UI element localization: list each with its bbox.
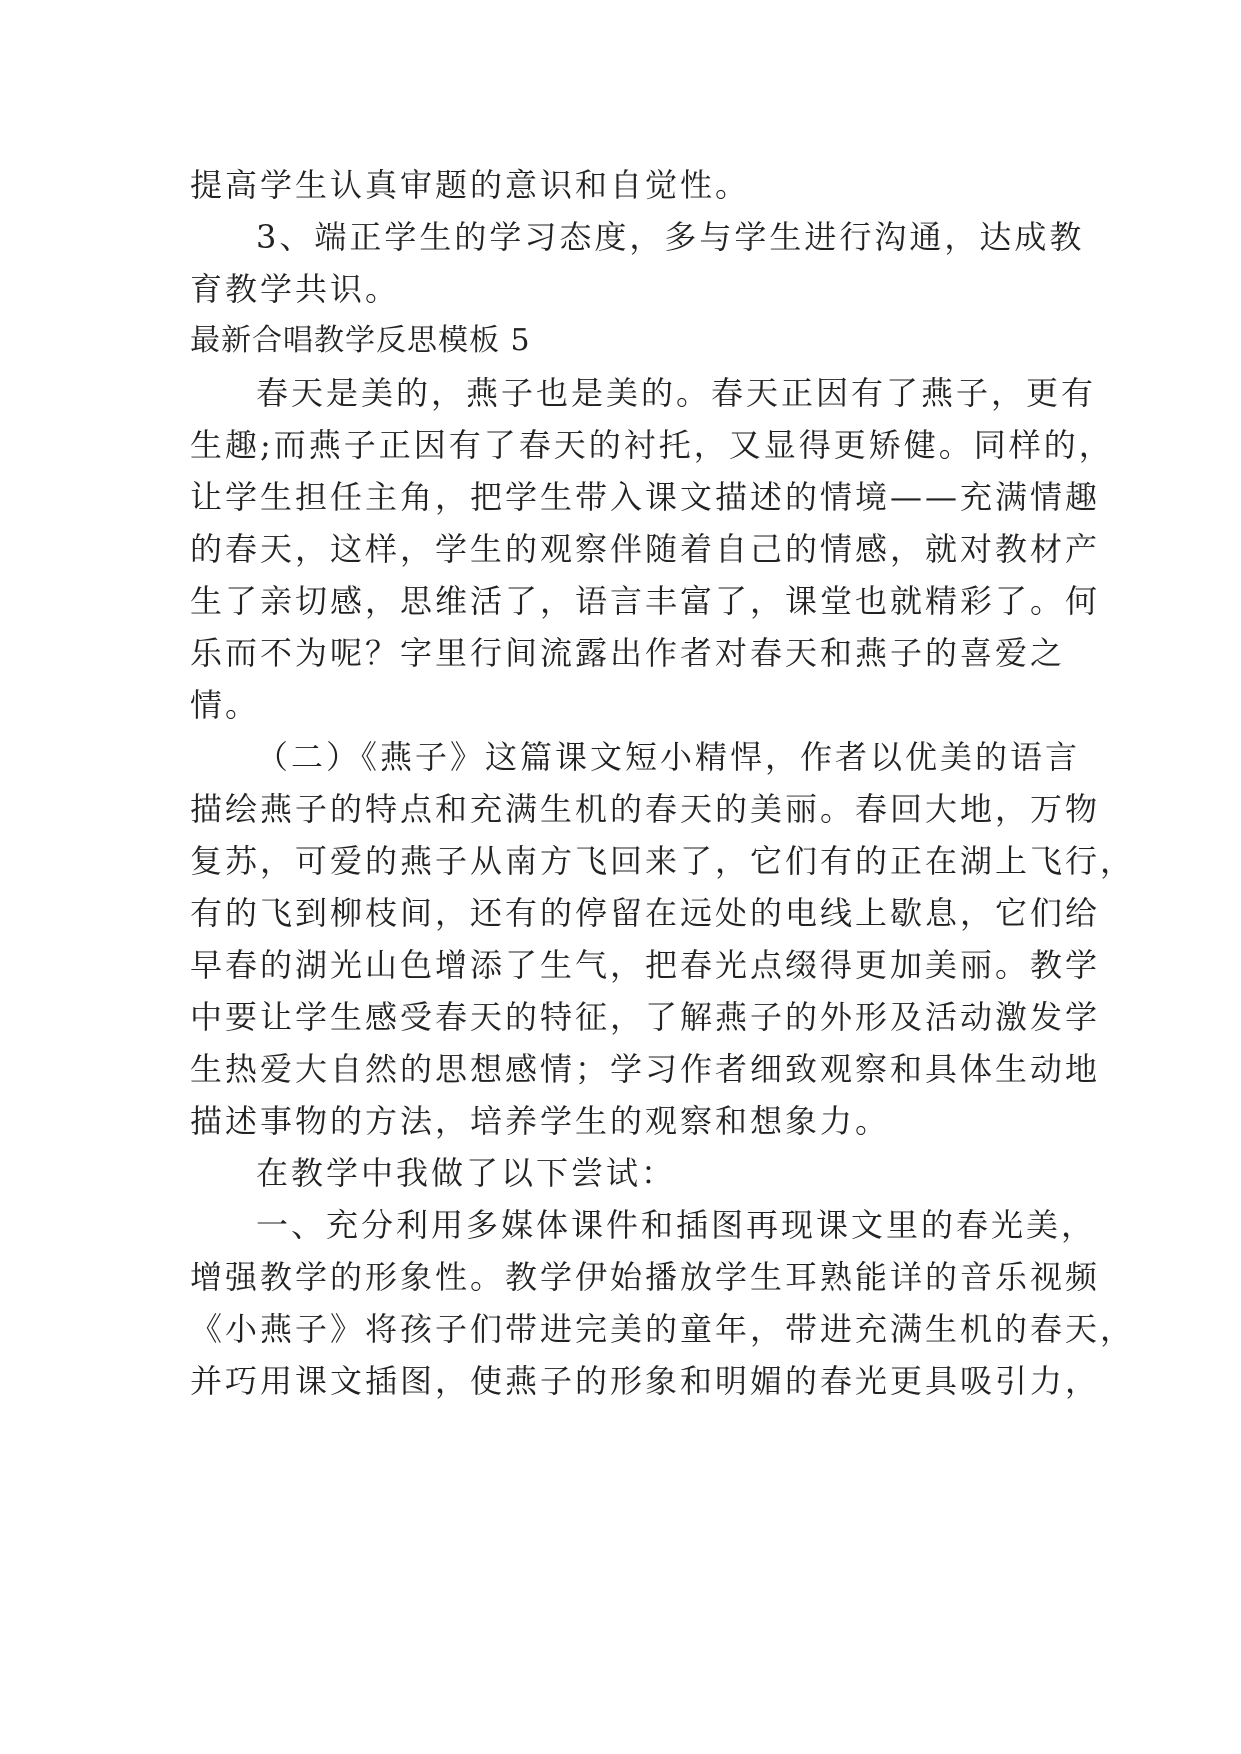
- text-line: 春天是美的，燕子也是美的。春天正因有了燕子，更有: [256, 374, 1097, 412]
- text-line: （二）《燕子》这篇课文短小精悍，作者以优美的语言: [256, 738, 1081, 776]
- document-body: [190, 159, 1136, 1407]
- text-line: 育教学共识。: [190, 270, 401, 308]
- text-line: 描述事物的方法，培养学生的观察和想象力。: [190, 1102, 891, 1140]
- text-line: 有的飞到柳枝间，还有的停留在远处的电线上歇息，它们给: [190, 894, 1101, 932]
- text-line: 复苏，可爱的燕子从南方飞回来了，它们有的正在湖上飞行，: [190, 842, 1136, 880]
- text-line: 一、充分利用多媒体课件和插图再现课文里的春光美，: [256, 1206, 1097, 1244]
- text-line: 让学生担任主角，把学生带入课文描述的情境——充满情趣: [190, 478, 1101, 516]
- text-line: 《小燕子》将孩子们带进完美的童年，带进充满生机的春天，: [190, 1310, 1136, 1348]
- text-line: 生趣;而燕子正因有了春天的衬托，又显得更矫健。同样的，: [190, 426, 1114, 464]
- text-line: 3、端正学生的学习态度，多与学生进行沟通，达成教: [256, 218, 1085, 256]
- text-line: 的春天，这样，学生的观察伴随着自己的情感，就对教材产: [190, 530, 1101, 568]
- text-line: 早春的湖光山色增添了生气，把春光点缀得更加美丽。教学: [190, 946, 1101, 984]
- text-line: 增强教学的形象性。教学伊始播放学生耳熟能详的音乐视频: [190, 1258, 1101, 1296]
- text-line: 乐而不为呢？字里行间流露出作者对春天和燕子的喜爱之: [190, 634, 1066, 672]
- text-line: 在教学中我做了以下尝试：: [256, 1154, 677, 1192]
- text-line: 并巧用课文插图，使燕子的形象和明媚的春光更具吸引力，: [190, 1362, 1101, 1400]
- text-line: 生热爱大自然的思想感情；学习作者细致观察和具体生动地: [190, 1050, 1101, 1088]
- text-line: 描绘燕子的特点和充满生机的春天的美丽。春回大地，万物: [190, 790, 1101, 828]
- text-line: 情。: [190, 686, 261, 724]
- text-line: 提高学生认真审题的意识和自觉性。: [190, 166, 751, 204]
- text-line: 中要让学生感受春天的特征，了解燕子的外形及活动激发学: [190, 998, 1101, 1036]
- section-heading: 最新合唱教学反思模板 5: [190, 323, 531, 358]
- text-line: 生了亲切感，思维活了，语言丰富了，课堂也就精彩了。何: [190, 582, 1101, 620]
